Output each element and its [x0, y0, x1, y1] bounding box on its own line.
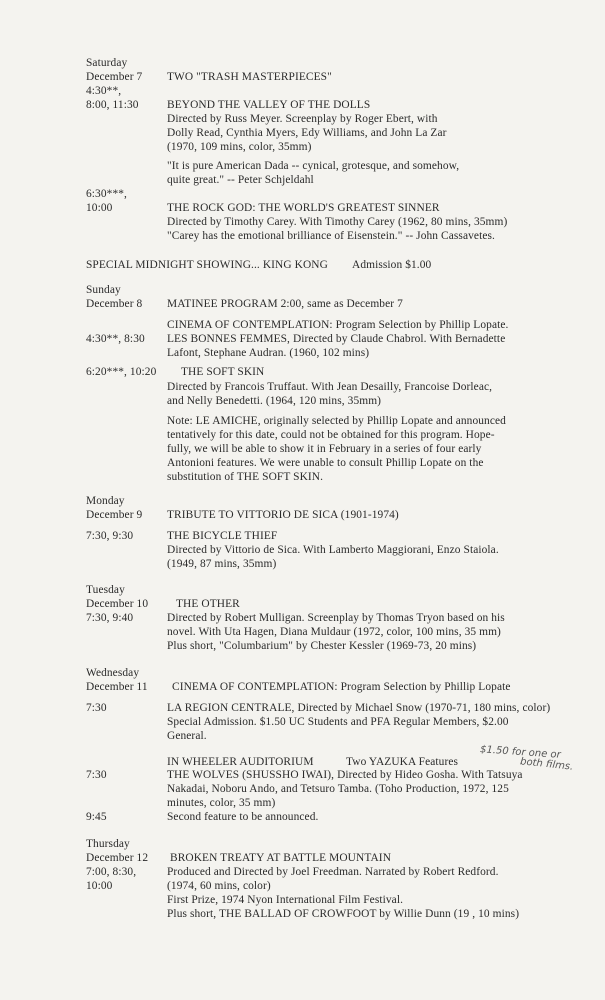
film-detail: Directed by Francois Truffaut. With Jean Desailly, Francoise Dorleac,: [167, 381, 493, 393]
film-detail: (1949, 87 mins, 35mm): [167, 558, 277, 570]
film-detail: Directed by Russ Meyer. Screenplay by Roger Ebert, with: [167, 113, 438, 125]
film-title: LA REGION CENTRALE, Directed by Michael Snow (1970-71, 180 mins, color): [167, 702, 551, 714]
day-label: Thursday: [86, 838, 130, 850]
day-label: Monday: [86, 495, 125, 507]
note-line: Note: LE AMICHE, originally selected by Phillip Lopate and announced: [167, 415, 506, 427]
film-detail: Special Admission. $1.50 UC Students and PFA Regular Members, $2.00: [167, 716, 509, 728]
note-line: substitution of THE SOFT SKIN.: [167, 471, 324, 483]
showtime: 4:30**, 8:30: [86, 333, 145, 345]
program-title: TWO "TRASH MASTERPIECES": [167, 71, 332, 83]
film-detail: Nakadai, Noboru Ando, and Tetsuro Tamba. (Toho Production, 1972, 125: [167, 783, 509, 795]
note-line: fully, we will be able to show it in February in a series of four early: [167, 443, 482, 455]
program-title: CINEMA OF CONTEMPLATION: Program Selection by Phillip Lopate: [172, 681, 511, 693]
film-detail: Produced and Directed by Joel Freedman. Narrated by Robert Redford.: [167, 866, 499, 878]
program-title: TRIBUTE TO VITTORIO DE SICA (1901-1974): [167, 509, 399, 521]
showtime: 8:00, 11:30: [86, 99, 139, 111]
film-detail: Plus short, "Columbarium" by Chester Kessler (1969-73, 20 mins): [167, 640, 477, 652]
matinee-program: MATINEE PROGRAM 2:00, same as December 7: [167, 298, 403, 310]
film-title: THE BICYCLE THIEF: [167, 530, 278, 542]
date-label: December 8: [86, 298, 143, 310]
note-line: tentatively for this date, could not be obtained for this program. Hope-: [167, 429, 495, 441]
film-title: THE OTHER: [176, 598, 240, 610]
film-title: BEYOND THE VALLEY OF THE DOLLS: [167, 99, 371, 111]
film-title: THE ROCK GOD: THE WORLD'S GREATEST SINNER: [167, 202, 440, 214]
showtime: 9:45: [86, 811, 107, 823]
film-title: LES BONNES FEMMES, Directed by Claude Chabrol. With Bernadette: [167, 333, 506, 345]
date-label: December 9: [86, 509, 143, 521]
program-title: CINEMA OF CONTEMPLATION: Program Selection by Phillip Lopate.: [167, 319, 509, 331]
film-quote: quite great." -- Peter Schjeldahl: [167, 174, 314, 186]
film-detail: Plus short, THE BALLAD OF CROWFOOT by Willie Dunn (19 , 10 mins): [167, 908, 520, 920]
film-detail: minutes, color, 35 mm): [167, 797, 276, 809]
film-title: THE SOFT SKIN: [181, 366, 265, 378]
note-line: Antonioni features. We were unable to consult Phillip Lopate on the: [167, 457, 484, 469]
film-detail: Directed by Robert Mulligan. Screenplay by Thomas Tryon based on his: [167, 612, 505, 624]
venue-label: IN WHEELER AUDITORIUM: [167, 756, 314, 768]
film-title: THE WOLVES (SHUSSHO IWAI), Directed by Hideo Gosha. With Tatsuya: [167, 769, 523, 781]
yazuka-label: Two YAZUKA Features: [346, 756, 459, 768]
showtime: 6:30***,: [86, 188, 127, 200]
showtime: 10:00: [86, 202, 113, 214]
showtime: 7:30, 9:40: [86, 612, 134, 624]
film-detail: Lafont, Stephane Audran. (1960, 102 mins): [167, 347, 370, 359]
showtime: 7:30: [86, 769, 107, 781]
film-detail: First Prize, 1974 Nyon International Film Festival.: [167, 894, 404, 906]
date-label: December 7: [86, 71, 143, 83]
film-detail: and Nelly Benedetti. (1964, 120 mins, 35mm): [167, 395, 382, 407]
date-label: December 12: [86, 852, 149, 864]
showtime: 6:20***, 10:20: [86, 366, 157, 378]
film-detail: Directed by Timothy Carey. With Timothy Carey (1962, 80 mins, 35mm): [167, 216, 508, 228]
film-quote: "It is pure American Dada -- cynical, grotesque, and somehow,: [167, 160, 460, 172]
showtime: 7:00, 8:30,: [86, 866, 137, 878]
film-detail: General.: [167, 730, 207, 742]
film-title: BROKEN TREATY AT BATTLE MOUNTAIN: [170, 852, 392, 864]
film-detail: Directed by Vittorio de Sica. With Lamberto Maggiorani, Enzo Staiola.: [167, 544, 499, 556]
film-detail: novel. With Uta Hagen, Diana Muldaur (1972, color, 100 mins, 35 mm): [167, 626, 501, 638]
midnight-admission: Admission $1.00: [352, 259, 432, 271]
showtime: 7:30: [86, 702, 107, 714]
handwritten-note: both films.: [519, 756, 574, 773]
film-detail: Second feature to be announced.: [167, 811, 319, 823]
handwritten-note: $1.50 for one or: [479, 744, 562, 761]
showtime: 10:00: [86, 880, 113, 892]
day-label: Tuesday: [86, 584, 125, 596]
film-detail: (1974, 60 mins, color): [167, 880, 271, 892]
midnight-showing: SPECIAL MIDNIGHT SHOWING... KING KONG: [86, 259, 328, 271]
day-label: Sunday: [86, 284, 121, 296]
showtime: 4:30**,: [86, 85, 122, 97]
film-detail: (1970, 109 mins, color, 35mm): [167, 141, 312, 153]
day-label: Wednesday: [86, 667, 140, 679]
film-detail: Dolly Read, Cynthia Myers, Edy Williams, and John La Zar: [167, 127, 447, 139]
film-detail: "Carey has the emotional brilliance of Eisenstein." -- John Cassavetes.: [167, 230, 495, 242]
date-label: December 11: [86, 681, 148, 693]
showtime: 7:30, 9:30: [86, 530, 134, 542]
date-label: December 10: [86, 598, 149, 610]
day-label: Saturday: [86, 57, 128, 69]
